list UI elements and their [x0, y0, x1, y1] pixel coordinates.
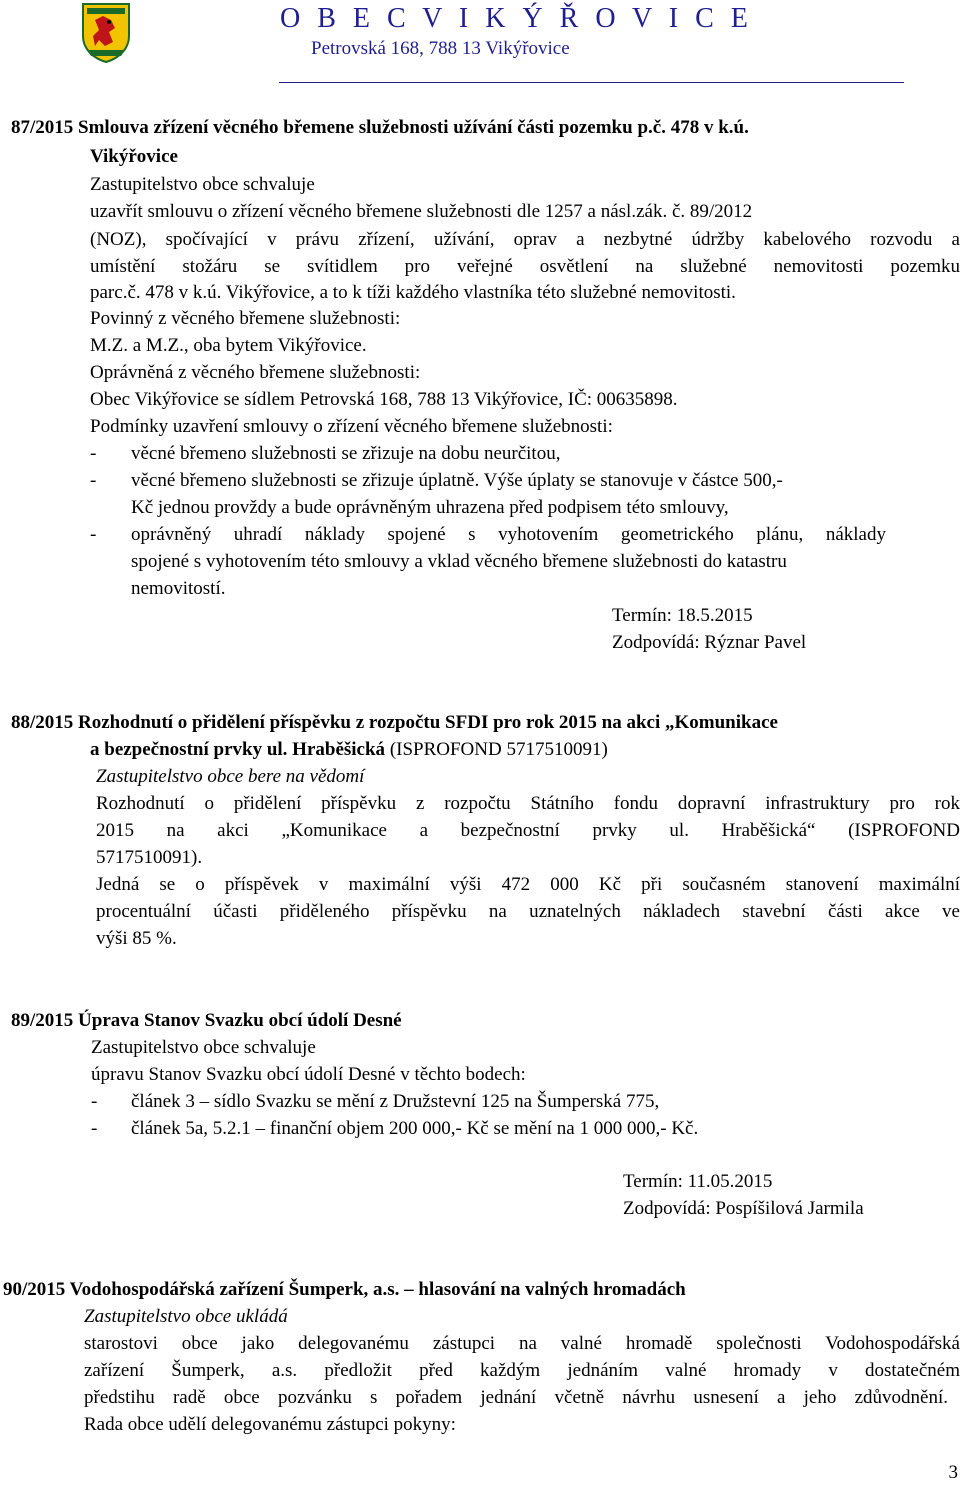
coat-of-arms-icon	[81, 2, 131, 64]
body-line: procentuální účasti přiděleného příspěvku na uznatelných nákladech stavební části akce ve	[96, 901, 960, 922]
deadline: Termín: 18.5.2015	[612, 605, 753, 626]
resolution-title-cont: Vikýřovice	[90, 146, 178, 167]
resolution-title: 90/2015 Vodohospodářská zařízení Šumperk, a.s. – hlasování na valných hromadách	[3, 1279, 686, 1300]
resolution-title: 87/2015 Smlouva zřízení věcného břemene služebnosti užívání části pozemku p.č. 478 v k.ú.	[11, 117, 749, 138]
body-line: Povinný z věcného břemene služebnosti:	[90, 308, 401, 329]
body-line: umístění stožáru se svítidlem pro veřejné osvětlení na služebné nemovitosti pozemku	[90, 256, 960, 277]
resolution-title: 89/2015 Úprava Stanov Svazku obcí údolí Desné	[11, 1010, 402, 1031]
body-line: 2015 na akci „Komunikace a bezpečnostní prvky ul. Hraběšická“ (ISPROFOND	[96, 820, 960, 841]
list-item: oprávněný uhradí náklady spojené s vyhotovením geometrického plánu, náklady	[131, 524, 886, 545]
body-line: parc.č. 478 v k.ú. Vikýřovice, a to k tíži každého vlastníka této služebné nemovitosti.	[90, 282, 736, 303]
list-bullet: -	[91, 1091, 98, 1112]
list-bullet: -	[90, 470, 97, 491]
body-line: předstihu radě obce pozvánku s pořadem jednání včetně návrhu usnesení a jeho zdůvodnění.	[84, 1387, 948, 1408]
body-line: Podmínky uzavření smlouvy o zřízení věcného břemene služebnosti:	[90, 416, 613, 437]
body-line: Obec Vikýřovice se sídlem Petrovská 168, 788 13 Vikýřovice, IČ: 00635898.	[90, 389, 678, 410]
body-line: výši 85 %.	[96, 928, 177, 949]
responsible-person: Zodpovídá: Rýznar Pavel	[612, 632, 807, 653]
list-item-cont: nemovitostí.	[131, 578, 226, 599]
body-line: uzavřít smlouvu o zřízení věcného břemene služebnosti dle 1257 a násl.zák. č. 89/2012	[90, 201, 753, 222]
resolution-title-code: (ISPROFOND 5717510091)	[385, 739, 608, 760]
list-item: věcné břemeno služebnosti se zřizuje na dobu neurčitou,	[131, 443, 561, 464]
resolution-verb: Zastupitelstvo obce schvaluje	[91, 1037, 316, 1058]
body-line: M.Z. a M.Z., oba bytem Vikýřovice.	[90, 335, 367, 356]
page-number: 3	[948, 1462, 958, 1483]
resolution-title: 88/2015 Rozhodnutí o přidělení příspěvku z rozpočtu SFDI pro rok 2015 na akci „Komunikace	[11, 712, 778, 733]
body-line: starostovi obce jako delegovanému zástupci na valné hromadě společnosti Vodohospodářská	[84, 1333, 960, 1354]
body-line: Rozhodnutí o přidělení příspěvku z rozpočtu Státního fondu dopravní infrastruktury pro rok	[96, 793, 960, 814]
list-bullet: -	[91, 1118, 98, 1139]
body-line: Oprávněná z věcného břemene služebnosti:	[90, 362, 421, 383]
list-item: článek 3 – sídlo Svazku se mění z Družstevní 125 na Šumperská 775,	[131, 1091, 660, 1112]
resolution-title-cont	[90, 737, 608, 763]
list-item-cont: Kč jednou provždy a bude oprávněným uhrazena před podpisem této smlouvy,	[131, 497, 729, 518]
resolution-verb: Zastupitelstvo obce ukládá	[84, 1306, 288, 1327]
resolution-title-bold: a bezpečnostní prvky ul. Hraběšická	[90, 739, 386, 760]
deadline: Termín: 11.05.2015	[623, 1171, 773, 1192]
list-bullet: -	[90, 524, 97, 545]
responsible-person: Zodpovídá: Pospíšilová Jarmila	[623, 1198, 864, 1219]
resolution-verb: Zastupitelstvo obce schvaluje	[90, 174, 315, 195]
body-line: (NOZ), spočívající v právu zřízení, užívání, oprav a nezbytné údržby kabelového rozvodu a	[90, 229, 960, 250]
resolution-verb: Zastupitelstvo obce bere na vědomí	[96, 766, 365, 787]
list-item: věcné břemeno služebnosti se zřizuje úplatně. Výše úplaty se stanovuje v částce 500,-	[131, 470, 783, 491]
body-line: 5717510091).	[96, 847, 203, 868]
municipality-address: Petrovská 168, 788 13 Vikýřovice	[311, 38, 570, 59]
list-item-cont: spojené s vyhotovením této smlouvy a vklad věcného břemene služebnosti do katastru	[131, 551, 787, 572]
list-item: článek 5a, 5.2.1 – finanční objem 200 000,- Kč se mění na 1 000 000,- Kč.	[131, 1118, 699, 1139]
list-bullet: -	[90, 443, 97, 464]
body-line: Jedná se o příspěvek v maximální výši 472 000 Kč při současném stanovení maximální	[96, 874, 960, 895]
header-divider	[279, 82, 904, 83]
municipality-name: O B E C V I K Ý Ř O V I C E	[280, 3, 753, 34]
body-line: Rada obce udělí delegovanému zástupci pokyny:	[84, 1414, 456, 1435]
body-line: úpravu Stanov Svazku obcí údolí Desné v těchto bodech:	[91, 1064, 526, 1085]
body-line: zařízení Šumperk, a.s. předložit před každým jednáním valné hromady v dostatečném	[84, 1360, 960, 1381]
